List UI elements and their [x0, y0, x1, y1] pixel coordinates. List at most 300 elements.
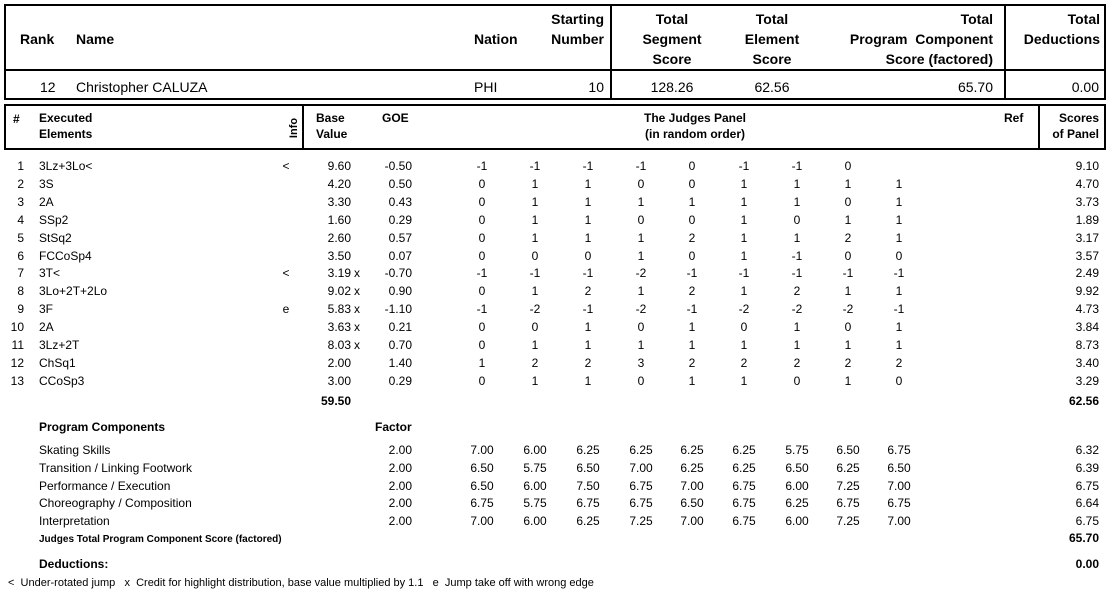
judge-score: 1	[740, 230, 748, 245]
judge-score: 6.25	[629, 443, 653, 457]
judge-score: 1	[584, 176, 592, 191]
element-base-value: 2.60	[327, 230, 351, 245]
component-name: Interpretation	[39, 514, 110, 529]
skater-nation: PHI	[474, 79, 498, 95]
pcs-total-score: 65.70	[1068, 531, 1099, 545]
judge-score: 6.25	[836, 460, 860, 475]
judge-score: -2	[738, 302, 750, 317]
judge-score: 6.75	[836, 496, 860, 511]
judge-score: 1	[844, 338, 852, 352]
judge-score: -1	[476, 302, 488, 317]
table-row	[0, 247, 1110, 265]
judge-score: 2	[793, 284, 801, 299]
rank-header: Rank	[20, 31, 55, 47]
judge-score: 1	[637, 248, 645, 263]
element-x-marker: x	[354, 338, 360, 352]
judge-score: -1	[582, 266, 594, 281]
judge-score: 0	[531, 248, 539, 263]
judge-score: 7.00	[629, 460, 653, 475]
judges-panel-header: The Judges Panel (in random order)	[643, 111, 747, 141]
judge-score: 6.00	[785, 478, 809, 493]
skater-tes: 62.56	[754, 79, 790, 95]
component-name: Performance / Execution	[39, 478, 171, 493]
judge-score: 0	[844, 159, 852, 173]
header-divider	[4, 69, 1106, 71]
judge-score: -1	[893, 266, 905, 281]
judge-score: 2	[584, 355, 592, 370]
element-info: <	[282, 266, 290, 281]
judge-score: 0	[688, 212, 696, 227]
table-row	[0, 318, 1110, 336]
element-goe: 0.43	[388, 194, 412, 209]
element-panel-score: 4.70	[1075, 176, 1099, 191]
judge-score: -2	[791, 302, 803, 317]
element-code: 2A	[39, 320, 54, 335]
judge-score: 2	[688, 284, 696, 299]
judge-score: 7.00	[470, 514, 494, 529]
judge-score: 1	[793, 320, 801, 335]
element-panel-score: 3.17	[1075, 230, 1099, 245]
judge-score: 0	[478, 284, 486, 299]
judge-score: -1	[791, 266, 803, 281]
goe-header: GOE	[382, 111, 409, 125]
element-panel-score: 1.89	[1075, 212, 1099, 227]
judge-score: 1	[844, 284, 852, 299]
judge-score: 0	[478, 373, 486, 388]
judge-score: 1	[637, 194, 645, 209]
judge-score: 0	[584, 248, 592, 263]
component-panel-score: 6.75	[1075, 514, 1099, 529]
element-x-marker: x	[354, 284, 360, 299]
judge-score: -1	[476, 159, 488, 173]
judge-score: 1	[531, 230, 539, 245]
element-number: 11	[11, 338, 24, 352]
judge-score: 0	[531, 320, 539, 335]
element-code: SSp2	[39, 212, 69, 227]
judge-score: 0	[688, 248, 696, 263]
element-base-value: 3.19	[327, 266, 351, 281]
judge-score: -2	[529, 302, 541, 317]
judge-score: 5.75	[785, 443, 809, 457]
table-row	[0, 264, 1110, 282]
judge-score: 1	[584, 194, 592, 209]
element-code: 3T<	[39, 266, 61, 281]
judge-score: 1	[793, 176, 801, 191]
component-factor: 2.00	[388, 514, 412, 529]
judge-score: 6.25	[576, 443, 600, 457]
judge-score: 1	[531, 284, 539, 299]
judge-score: -1	[686, 302, 698, 317]
element-number: 6	[17, 248, 24, 263]
judge-score: -1	[635, 159, 647, 173]
judge-score: -1	[893, 302, 905, 317]
judge-score: 6.50	[785, 460, 809, 475]
judge-score: -1	[529, 159, 541, 173]
component-panel-score: 6.32	[1075, 443, 1099, 457]
table-row	[0, 477, 1110, 495]
scores-of-panel-header: Scores of Panel	[1052, 111, 1099, 141]
element-code: 3F	[39, 302, 54, 317]
judge-score: 7.00	[680, 514, 704, 529]
element-base-value: 3.00	[327, 373, 351, 388]
judge-score: -1	[791, 159, 803, 173]
judge-score: 0	[637, 320, 645, 335]
element-code: 3Lz+2T	[39, 338, 80, 352]
element-base-value: 2.00	[327, 355, 351, 370]
table-row	[0, 300, 1110, 318]
element-goe: 0.21	[388, 320, 412, 335]
judge-score: 6.00	[523, 478, 547, 493]
judge-score: 5.75	[523, 460, 547, 475]
pcs-header: Total Program Component Score (factored)	[849, 11, 993, 67]
element-base-value: 5.83	[327, 302, 351, 317]
judge-score: 7.00	[680, 478, 704, 493]
judge-score: 6.50	[470, 460, 494, 475]
judge-score: 2	[844, 230, 852, 245]
skater-pcs: 65.70	[957, 79, 993, 95]
judge-score: 1	[895, 176, 903, 191]
tes-header: Total Element Score	[744, 11, 800, 67]
judge-score: 0	[478, 194, 486, 209]
name-header: Name	[76, 31, 115, 47]
judge-score: 1	[895, 230, 903, 245]
judge-score: 6.00	[523, 443, 547, 457]
judge-score: 1	[584, 338, 592, 352]
judge-score: 1	[895, 338, 903, 352]
element-number: 3	[17, 194, 24, 209]
judge-score: 1	[584, 320, 592, 335]
judge-score: 1	[637, 230, 645, 245]
judge-score: 0	[844, 320, 852, 335]
element-panel-score: 4.73	[1075, 302, 1099, 317]
element-panel-score: 3.73	[1075, 194, 1099, 209]
judge-score: 6.75	[629, 496, 653, 511]
judge-score: 1	[531, 194, 539, 209]
element-goe: 0.90	[388, 284, 412, 299]
judge-score: 1	[740, 248, 748, 263]
element-code: StSq2	[39, 230, 72, 245]
elements-header-box	[4, 104, 1106, 150]
judge-score: 0	[895, 248, 903, 263]
judge-score: 6.75	[470, 496, 494, 511]
nation-header: Nation	[474, 31, 518, 47]
judge-score: 6.25	[785, 496, 809, 511]
judge-score: 6.50	[470, 478, 494, 493]
element-panel-score: 3.57	[1075, 248, 1099, 263]
executed-elements-header: Executed Elements	[39, 111, 93, 141]
judge-score: 2	[793, 355, 801, 370]
judge-score: 2	[584, 284, 592, 299]
element-number: 2	[17, 176, 24, 191]
judge-score: 2	[895, 355, 903, 370]
judge-score: 1	[895, 320, 903, 335]
component-factor: 2.00	[388, 478, 412, 493]
judge-score: 1	[531, 373, 539, 388]
element-number: 7	[17, 266, 24, 281]
judge-score: 1	[740, 338, 748, 352]
judge-score: 1	[531, 212, 539, 227]
judge-score: 1	[793, 194, 801, 209]
judge-score: 6.75	[576, 496, 600, 511]
element-number: 12	[10, 355, 24, 370]
element-info: <	[282, 159, 290, 173]
judge-score: 0	[844, 194, 852, 209]
elements-header-divider-info	[302, 104, 304, 150]
judge-score: 1	[793, 230, 801, 245]
element-base-value: 9.02	[327, 284, 351, 299]
table-row	[0, 157, 1110, 175]
element-x-marker: x	[354, 302, 360, 317]
table-row	[0, 229, 1110, 247]
judge-score: 7.25	[836, 514, 860, 529]
element-number: 1	[17, 159, 24, 173]
component-factor: 2.00	[388, 496, 412, 511]
judge-score: -1	[738, 266, 750, 281]
judge-score: 0	[688, 176, 696, 191]
element-base-value: 1.60	[327, 212, 351, 227]
judge-score: 0	[478, 230, 486, 245]
element-code: 2A	[39, 194, 54, 209]
skater-rank: 12	[40, 79, 56, 95]
table-row	[0, 354, 1110, 372]
element-base-value: 3.30	[327, 194, 351, 209]
judge-score: 7.25	[629, 514, 653, 529]
judge-score: 5.75	[523, 496, 547, 511]
judge-score: 6.75	[629, 478, 653, 493]
judge-score: 1	[844, 212, 852, 227]
judge-score: 6.25	[576, 514, 600, 529]
pcs-total-label: Judges Total Program Component Score (factored)	[39, 534, 282, 545]
judge-score: 1	[531, 176, 539, 191]
judge-score: 1	[688, 320, 696, 335]
element-base-value: 3.50	[327, 248, 351, 263]
legend: < Under-rotated jump x Credit for highlight distribution, base value multiplied by 1.1 e Jump take off with wrong edge	[8, 577, 594, 589]
element-info: e	[282, 302, 290, 317]
judge-score: 1	[584, 373, 592, 388]
judge-score: 1	[895, 212, 903, 227]
element-number: 9	[17, 302, 24, 317]
deductions-header: Total Deductions	[1023, 11, 1100, 47]
judge-score: 1	[688, 194, 696, 209]
judge-score: 2	[740, 355, 748, 370]
judge-score: 0	[740, 320, 748, 335]
element-goe: 0.07	[388, 248, 412, 263]
judge-score: 6.50	[836, 443, 860, 457]
element-panel-score: 9.92	[1075, 284, 1099, 299]
judge-score: 1	[688, 373, 696, 388]
table-row	[0, 459, 1110, 477]
judge-score: 6.25	[680, 460, 704, 475]
info-header: Info	[288, 117, 301, 139]
judge-score: -2	[635, 266, 647, 281]
skater-name: Christopher CALUZA	[76, 79, 208, 95]
element-goe: 0.50	[388, 176, 412, 191]
elements-total-base-value: 59.50	[320, 394, 351, 408]
judge-score: 0	[637, 373, 645, 388]
factor-header: Factor	[375, 420, 412, 434]
element-goe: -1.10	[384, 302, 412, 317]
judge-score: 0	[478, 176, 486, 191]
deductions-label: Deductions:	[39, 557, 109, 571]
judge-score: 7.50	[576, 478, 600, 493]
judge-score: -1	[582, 159, 594, 173]
base-value-header: Base Value	[316, 111, 348, 141]
judge-score: 1	[688, 338, 696, 352]
program-components-title: Program Components	[39, 420, 166, 434]
judge-score: 0	[637, 176, 645, 191]
judge-score: 1	[478, 355, 486, 370]
judge-score: 6.50	[576, 460, 600, 475]
judge-score: -1	[582, 302, 594, 317]
element-base-value: 8.03	[327, 338, 351, 352]
element-goe: 0.29	[388, 212, 412, 227]
judge-score: 0	[478, 212, 486, 227]
component-name: Transition / Linking Footwork	[39, 460, 192, 475]
element-goe: 0.70	[388, 338, 412, 352]
element-base-value: 4.20	[327, 176, 351, 191]
judge-score: 2	[688, 230, 696, 245]
element-panel-score: 9.10	[1075, 159, 1099, 173]
table-row	[0, 372, 1110, 390]
element-number: 5	[17, 230, 24, 245]
element-panel-score: 2.49	[1075, 266, 1099, 281]
judge-score: 0	[478, 248, 486, 263]
judge-score: 1	[637, 338, 645, 352]
judge-score: 1	[740, 176, 748, 191]
judge-score: -1	[476, 266, 488, 281]
element-number: 8	[17, 284, 24, 299]
judge-score: 6.75	[732, 514, 756, 529]
header-col-divider-right	[1004, 4, 1006, 100]
judge-score: 6.00	[785, 514, 809, 529]
judge-score: 7.25	[836, 478, 860, 493]
table-row	[0, 193, 1110, 211]
component-panel-score: 6.39	[1075, 460, 1099, 475]
judge-score: 6.25	[732, 443, 756, 457]
judge-score: 0	[793, 212, 801, 227]
component-panel-score: 6.75	[1075, 478, 1099, 493]
deductions-score: 0.00	[1075, 557, 1099, 571]
element-code: CCoSp3	[39, 373, 85, 388]
element-panel-score: 3.29	[1075, 373, 1099, 388]
element-goe: -0.70	[384, 266, 412, 281]
table-row	[0, 282, 1110, 300]
skater-starting-number: 10	[588, 79, 604, 95]
judge-score: -1	[686, 266, 698, 281]
element-base-value: 3.63	[327, 320, 351, 335]
judge-score: -2	[842, 302, 854, 317]
table-row	[0, 211, 1110, 229]
element-base-value: 9.60	[327, 159, 351, 173]
component-name: Choreography / Composition	[39, 496, 192, 511]
judge-score: 1	[584, 212, 592, 227]
judge-score: 6.75	[732, 478, 756, 493]
judge-score: 1	[740, 284, 748, 299]
judge-score: 6.75	[732, 496, 756, 511]
element-code: ChSq1	[39, 355, 76, 370]
judge-score: 1	[844, 176, 852, 191]
element-goe: 0.57	[388, 230, 412, 245]
judge-score: -1	[738, 159, 750, 173]
judge-score: 6.75	[887, 496, 911, 511]
component-factor: 2.00	[388, 443, 412, 457]
judge-score: -1	[791, 248, 803, 263]
element-panel-score: 8.73	[1075, 338, 1099, 352]
judge-score: 7.00	[887, 478, 911, 493]
judge-score: 1	[531, 338, 539, 352]
judge-score: 1	[584, 230, 592, 245]
num-header: #	[13, 112, 20, 126]
element-number: 13	[10, 373, 24, 388]
judge-score: 1	[844, 373, 852, 388]
component-factor: 2.00	[388, 460, 412, 475]
judge-score: 6.25	[680, 443, 704, 457]
starting-number-header: Starting Number	[551, 11, 604, 47]
table-row	[0, 494, 1110, 512]
judge-score: -1	[842, 266, 854, 281]
judge-score: 6.25	[732, 460, 756, 475]
element-goe: 1.40	[388, 355, 412, 370]
judge-score: 7.00	[470, 443, 494, 457]
element-code: 3S	[39, 176, 54, 191]
judge-score: 0	[478, 338, 486, 352]
judge-score: -2	[635, 302, 647, 317]
judge-score: 0	[688, 159, 696, 173]
element-x-marker: x	[354, 320, 360, 335]
elements-total-score: 62.56	[1068, 394, 1099, 408]
skater-tss: 128.26	[650, 79, 694, 95]
table-row	[0, 175, 1110, 193]
table-row	[0, 336, 1110, 354]
judge-score: 1	[740, 373, 748, 388]
component-panel-score: 6.64	[1075, 496, 1099, 511]
component-name: Skating Skills	[39, 443, 111, 457]
judge-score: 6.00	[523, 514, 547, 529]
ref-header: Ref	[1004, 111, 1024, 125]
element-number: 4	[17, 212, 24, 227]
judge-score: 0	[478, 320, 486, 335]
judge-score: 0	[637, 212, 645, 227]
judge-score: 6.75	[887, 443, 911, 457]
judge-score: 1	[740, 212, 748, 227]
element-code: FCCoSp4	[39, 248, 92, 263]
element-code: 3Lz+3Lo<	[39, 159, 93, 173]
judge-score: 3	[637, 355, 645, 370]
tss-header: Total Segment Score	[642, 11, 702, 67]
judge-score: 6.50	[887, 460, 911, 475]
element-goe: 0.29	[388, 373, 412, 388]
judge-score: 1	[793, 338, 801, 352]
element-panel-score: 3.40	[1075, 355, 1099, 370]
element-number: 10	[10, 320, 24, 335]
judge-score: 7.00	[887, 514, 911, 529]
judge-score: 2	[844, 355, 852, 370]
judge-score: 0	[895, 373, 903, 388]
table-row	[0, 512, 1110, 530]
judge-score: 2	[531, 355, 539, 370]
judge-score: 6.50	[680, 496, 704, 511]
judge-score: 1	[740, 194, 748, 209]
judge-score: 2	[688, 355, 696, 370]
judge-score: 0	[844, 248, 852, 263]
skater-deductions: 0.00	[1071, 79, 1099, 95]
element-x-marker: x	[354, 266, 360, 281]
element-goe: -0.50	[384, 159, 412, 173]
element-code: 3Lo+2T+2Lo	[39, 284, 108, 299]
judge-score: 1	[637, 284, 645, 299]
judge-score: 1	[895, 284, 903, 299]
judge-score: 1	[895, 194, 903, 209]
